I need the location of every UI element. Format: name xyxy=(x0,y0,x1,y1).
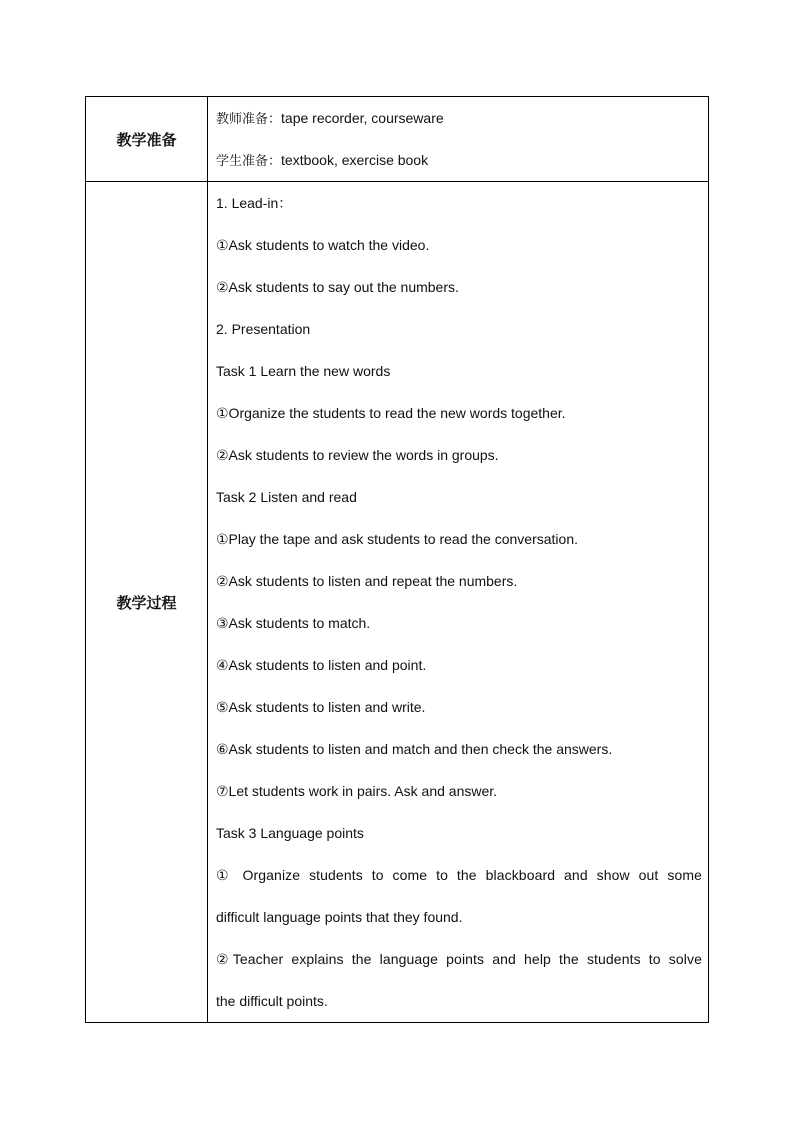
process-line: 1. Lead-in： xyxy=(216,195,293,211)
process-line: ②Ask students to say out the numbers. xyxy=(216,279,459,295)
process-line: ⑤Ask students to listen and write. xyxy=(216,699,426,715)
process-line: Task 1 Learn the new words xyxy=(216,363,391,379)
process-line: ③Ask students to match. xyxy=(216,615,371,631)
process-line: the difficult points. xyxy=(216,993,328,1009)
student-preparation-items: textbook, exercise book xyxy=(281,152,429,168)
process-line: ④Ask students to listen and point. xyxy=(216,657,427,673)
process-line: ⑥Ask students to listen and match and then check the answers. xyxy=(216,741,613,757)
preparation-label: 教学准备 xyxy=(86,97,208,182)
teacher-preparation xyxy=(216,97,702,139)
preparation-row xyxy=(86,97,709,182)
process-line: 2. Presentation xyxy=(216,321,311,337)
process-line: ②Ask students to review the words in groups. xyxy=(216,447,499,463)
lesson-plan-table xyxy=(85,96,709,1023)
process-line: ②Ask students to listen and repeat the numbers. xyxy=(216,573,518,589)
process-line: ⑦Let students work in pairs. Ask and answer. xyxy=(216,783,498,799)
process-line: Task 3 Language points xyxy=(216,825,364,841)
process-content xyxy=(208,182,709,1023)
student-preparation-prefix: 学生准备： xyxy=(216,154,282,169)
teacher-preparation-items: tape recorder, courseware xyxy=(281,110,444,126)
process-line: ①Ask students to watch the video. xyxy=(216,237,430,253)
process-line: ①Play the tape and ask students to read the conversation. xyxy=(216,531,578,547)
teacher-preparation-prefix: 教师准备： xyxy=(216,112,282,127)
student-preparation xyxy=(216,139,702,181)
process-row xyxy=(86,182,709,1023)
process-line: ②Teacher explains the language points and help the students to solve xyxy=(216,951,702,967)
process-line: Task 2 Listen and read xyxy=(216,489,357,505)
process-line: ①Organize the students to read the new words together. xyxy=(216,405,566,421)
process-line: ① Organize students to come to the blackboard and show out some xyxy=(216,867,702,883)
process-line: difficult language points that they found. xyxy=(216,909,463,925)
process-label: 教学过程 xyxy=(86,182,208,1023)
preparation-content xyxy=(208,97,709,182)
